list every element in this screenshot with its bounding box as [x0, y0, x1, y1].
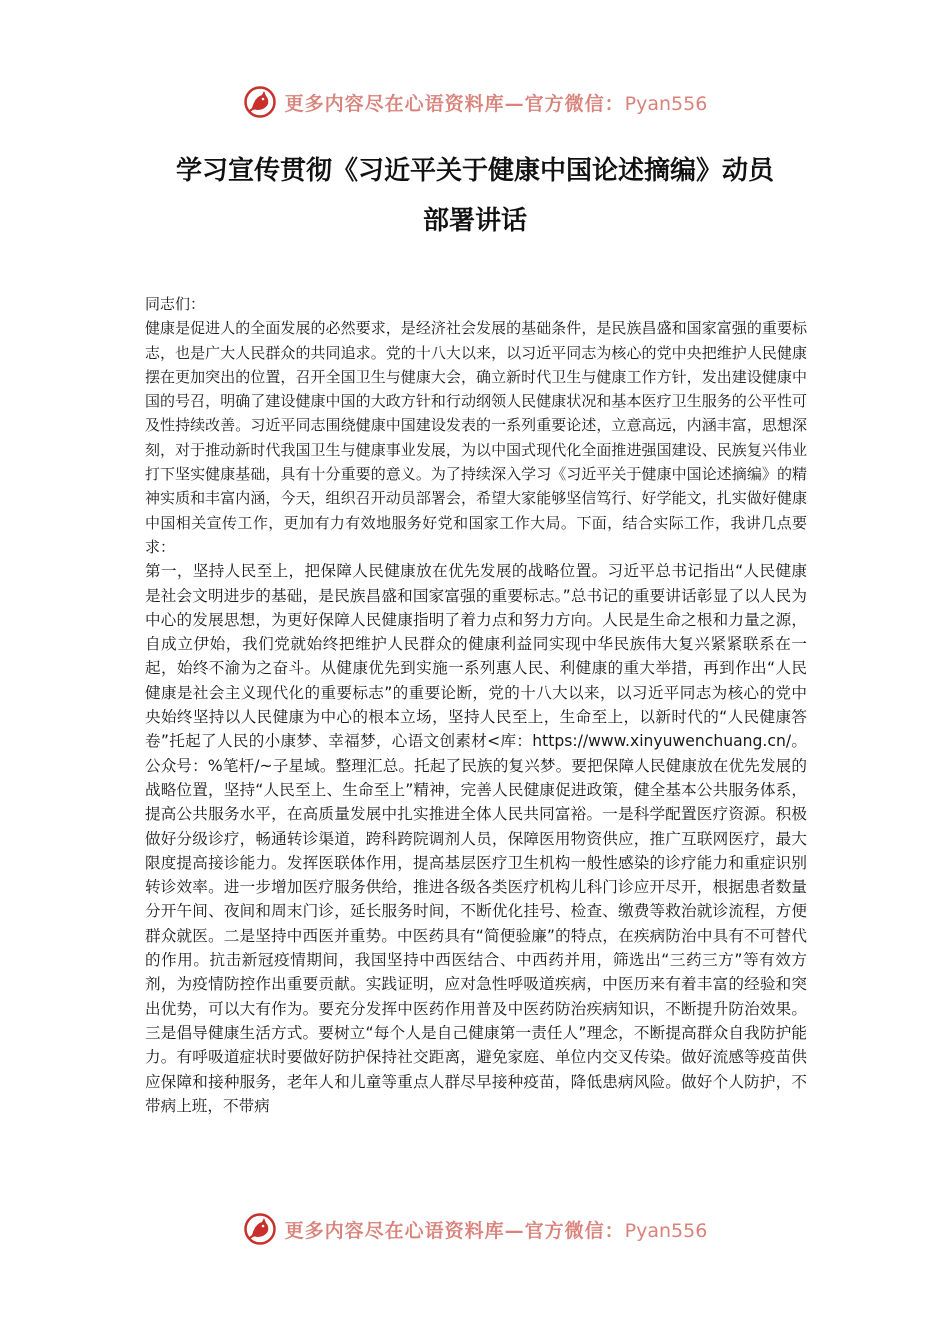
document-title: [130, 146, 820, 246]
watermark-banner-bottom: [0, 1209, 950, 1249]
salutation: 同志们：: [145, 295, 206, 313]
title-line-1: 学习宣传贯彻《习近平关于健康中国论述摘编》动员: [175, 156, 774, 186]
title-line-2: 部署讲话: [422, 206, 527, 236]
cat-in-circle-logo-icon: [243, 1212, 277, 1246]
watermark-text: 更多内容尽在心语资料库—官方微信：Pyan556: [284, 1219, 708, 1242]
intro-paragraph: 健康是促进人的全面发展的必然要求，是经济社会发展的基础条件，是民族昌盛和国家富强的重要标志，也是广大人民群众的共同追求。党的十八大以来，以习近平同志为核心的党中央把维护人民健康摆在更加突出的位置，召开全国卫生与健康大会，确立新时代卫生与健康工作方针，发出建设健康中国的号召，明确了建设健康中国的大政方针和行动纲领人民健康状况和基本医疗卫生服务的公平性可及性持续改善。习近平同志围绕健康中国建设发表的一系列重要论述，立意高远，内涵丰富，思想深刻，对于推动新时代我国卫生与健康事业发展，为以中国式现代化全面推进强国建设、民族复兴伟业打下坚实健康基础，具有十分重要的意义。为了持续深入学习《习近平关于健康中国论述摘编》的精神实质和丰富内涵，今天，组织召开动员部署会，希望大家能够坚信笃行、好学能文，扎实做好健康中国相关宣传工作，更加有力有效地服务好党和国家工作大局。下面，结合实际工作，我讲几点要求：: [145, 319, 807, 556]
watermark-text: 更多内容尽在心语资料库—官方微信：Pyan556: [284, 92, 708, 115]
cat-in-circle-logo-icon: [243, 85, 277, 119]
point-one-paragraph: 第一，坚持人民至上，把保障人民健康放在优先发展的战略位置。习近平总书记指出“人民健康是社会文明进步的基础，是民族昌盛和国家富强的重要标志。”总书记的重要讲话彰显了以人民为中心的发展思想，为更好保障人民健康指明了着力点和努力方向。人民是生命之根和力量之源，自成立伊始，我们党就始终把维护人民群众的健康利益同实现中华民族伟大复兴紧紧联系在一起，始终不渝为之奋斗。从健康优先到实施一系列惠人民、利健康的重大举措，再到作出“人民健康是社会主义现代化的重要标志”的重要论断，党的十八大以来，以习近平同志为核心的党中央始终坚持以人民健康为中心的根本立场，坚持人民至上，生命至上，以新时代的“人民健康答卷”托起了人民的小康梦、幸福梦，心语文创素材<库：https://www.xinyuwenchuang.cn/。公众号：%笔杆/~子星域。整理汇总。托起了民族的复兴梦。要把保障人民健康放在优先发展的战略位置，坚持“人民至上、生命至上”精神，完善人民健康促进政策，健全基本公共服务体系，提高公共服务水平，在高质量发展中扎实推进全体人民共同富裕。一是科学配置医疗资源。积极做好分级诊疗，畅通转诊渠道，跨科跨院调剂人员，保障医用物资供应，推广互联网医疗，最大限度提高接诊能力。发挥医联体作用，提高基层医疗卫生机构一般性感染的诊疗能力和重症识别转诊效率。进一步增加医疗服务供给，推进各级各类医疗机构儿科门诊应开尽开，根据患者数量分开午间、夜间和周末门诊，延长服务时间，不断优化挂号、检查、缴费等救治就诊流程，方便群众就医。二是坚持中西医并重势。中医药具有“简便验廉”的特点，在疾病防治中具有不可替代的作用。抗击新冠疫情期间，我国坚持中西医结合、中西药并用，筛选出“三药三方”等有效方剂，为疫情防控作出重要贡献。实践证明，应对急性呼吸道疾病，中医历来有着丰富的经验和突出优势，可以大有作为。要充分发挥中医药作用普及中医药防治疾病知识，不断提升防治效果。三是倡导健康生活方式。要树立“每个人是自己健康第一责任人”理念，不断提高群众自我防护能力。有呼吸道症状时要做好防护保持社交距离，避免家庭、单位内交叉传染。做好流感等疫苗供应保障和接种服务，老年人和儿童等重点人群尽早接种疫苗，降低患病风险。做好个人防护，不带病上班，不带病: [145, 562, 807, 1115]
watermark-banner-top: [0, 82, 950, 122]
document-body: [145, 292, 807, 1118]
